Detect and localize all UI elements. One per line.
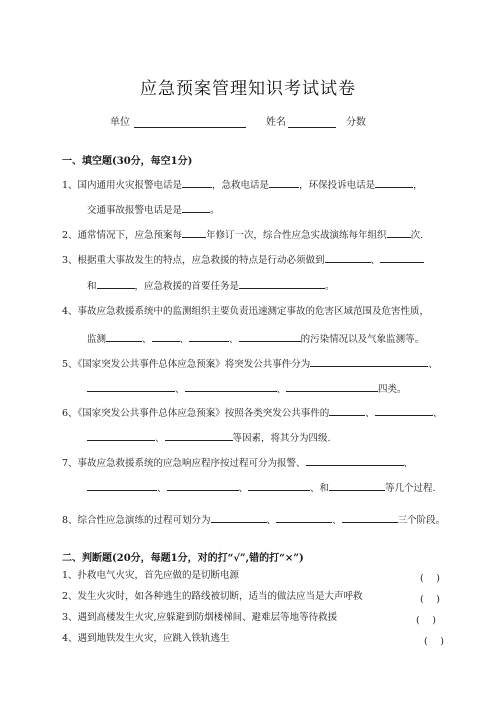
question-1-line-2 bbox=[87, 203, 220, 217]
q8-text-c: 、 bbox=[332, 515, 342, 526]
q3-blank-1[interactable] bbox=[325, 253, 371, 263]
question-3-line-1 bbox=[62, 253, 424, 267]
q1-text-a: 1、国内通用火灾报警电话是 bbox=[62, 180, 183, 191]
judge-answer-2[interactable]: ( ) bbox=[420, 594, 440, 605]
q7-blank-3[interactable] bbox=[167, 481, 239, 491]
name-label: 姓名 bbox=[266, 117, 286, 128]
score-label: 分数 bbox=[346, 117, 366, 128]
question-4-line-1 bbox=[62, 306, 429, 318]
q5-text-d: 、 bbox=[276, 384, 287, 395]
q1-text-f: 。 bbox=[210, 205, 220, 216]
q4-text-d: 、 bbox=[179, 334, 190, 345]
q3-text-d: ，应急救援的首要任务是 bbox=[134, 281, 240, 292]
question-3-line-2 bbox=[87, 279, 335, 293]
judge-answer-4[interactable]: ( ) bbox=[424, 636, 444, 647]
q5-blank-1[interactable] bbox=[310, 357, 428, 367]
q4-text-f: 的污染情况以及气象监测等。 bbox=[300, 334, 425, 345]
q2-blank-1[interactable] bbox=[182, 228, 206, 238]
q4-text-e: 、 bbox=[229, 334, 239, 345]
question-5-line-2 bbox=[87, 382, 407, 396]
q3-text-c: 和 bbox=[87, 281, 97, 292]
q6-text-a: 6、《国家突发公共事件总体应急预案》按照各类突发公共事件的 bbox=[62, 408, 330, 419]
q4-text-c: 、 bbox=[142, 334, 152, 345]
judge-item-3: 3、遇到高楼发生火灾,应躲避到防烟楼梯间、避难层等地等待救援 bbox=[62, 612, 338, 623]
header-row bbox=[110, 113, 366, 128]
q7-text-c: 、 bbox=[157, 483, 167, 494]
section1-heading: 一、填空题(30分，每空1分) bbox=[62, 156, 193, 167]
q1-blank-3[interactable] bbox=[375, 178, 413, 188]
q8-text-b: 、 bbox=[266, 515, 277, 526]
q6-text-e: 等因素，将其分为四级. bbox=[232, 433, 331, 444]
document-title: 应急预案管理知识考试试卷 bbox=[140, 79, 356, 99]
q8-text-a: 8、综合性应急演练的过程可划分为 bbox=[62, 515, 211, 526]
q2-text-b: 年修订一次，综合性应急实战演练每年组织 bbox=[206, 230, 387, 241]
q6-text-b: 、 bbox=[365, 408, 375, 419]
q7-text-a: 7、事故应急救援系统的应急响应程序按过程可分为报警、 bbox=[62, 458, 306, 469]
q4-blank-3[interactable] bbox=[189, 332, 229, 342]
q8-blank-2[interactable] bbox=[276, 513, 332, 523]
q1-text-b: ，急救电话是 bbox=[212, 180, 270, 191]
q8-text-d: 三个阶段。 bbox=[397, 515, 446, 526]
name-blank[interactable] bbox=[288, 117, 336, 128]
q5-text-e: 四类。 bbox=[378, 384, 407, 395]
question-1-line-1 bbox=[62, 178, 423, 192]
q3-text-b: 、 bbox=[370, 255, 381, 266]
question-6-line-2 bbox=[87, 431, 331, 445]
q3-text-e: 。 bbox=[325, 281, 335, 292]
judge-item-1: 1、扑救电气火灾，首先应做的是切断电源 bbox=[62, 570, 240, 581]
q7-text-d: 、 bbox=[238, 483, 249, 494]
q7-text-b: 、 bbox=[403, 458, 414, 469]
judge-item-4: 4、遇到地铁发生火灾，应跳入铁轨逃生 bbox=[62, 633, 230, 644]
judge-item-2: 2、发生火灾时，如各种逃生的路线被切断，适当的做法应当是大声呼救 bbox=[62, 591, 363, 602]
q3-blank-3[interactable] bbox=[97, 279, 135, 289]
q7-blank-1[interactable] bbox=[306, 456, 404, 466]
q1-blank-2[interactable] bbox=[269, 178, 299, 188]
q7-text-e: 、和 bbox=[310, 483, 330, 494]
q2-blank-2[interactable] bbox=[387, 228, 411, 238]
q4-blank-4[interactable] bbox=[239, 332, 301, 342]
section2-heading: 二、判断题(20分，每题1分，对的打“√”,错的打“×”) bbox=[62, 553, 304, 564]
question-5-line-1 bbox=[62, 357, 438, 371]
q6-blank-3[interactable] bbox=[87, 431, 155, 441]
q1-text-c: ，环保投诉电话是 bbox=[299, 180, 376, 191]
q7-blank-5[interactable] bbox=[329, 481, 385, 491]
q4-blank-1[interactable] bbox=[106, 332, 142, 342]
q5-blank-3[interactable] bbox=[185, 382, 277, 392]
q7-blank-2[interactable] bbox=[87, 481, 157, 491]
q8-blank-1[interactable] bbox=[211, 513, 267, 523]
question-2 bbox=[62, 228, 423, 242]
q7-blank-4[interactable] bbox=[248, 481, 310, 491]
q6-blank-4[interactable] bbox=[165, 431, 233, 441]
q1-blank-4[interactable] bbox=[182, 203, 210, 213]
q2-text-c: 次. bbox=[410, 230, 424, 241]
q4-text-a: 4、事故应急救援系统中的监测组织主要负责迅速测定事故的危害区域范围及危害性质， bbox=[62, 306, 430, 317]
q1-blank-1[interactable] bbox=[182, 178, 212, 188]
question-4-line-2 bbox=[87, 332, 424, 346]
q5-blank-4[interactable] bbox=[286, 382, 378, 392]
q4-blank-2[interactable] bbox=[152, 332, 180, 342]
q6-text-d: 、 bbox=[155, 433, 165, 444]
q2-text-a: 2、通常情况下，应急预案每 bbox=[62, 230, 183, 241]
q6-text-c: 、 bbox=[432, 408, 443, 419]
unit-label: 单位 bbox=[110, 117, 130, 128]
question-7-line-2 bbox=[87, 481, 436, 495]
q3-text-a: 3、根据重大事故发生的特点，应急救援的特点是行动必须做到 bbox=[62, 255, 325, 266]
unit-blank[interactable] bbox=[134, 117, 246, 128]
q5-text-b: 、 bbox=[428, 359, 438, 370]
q6-blank-2[interactable] bbox=[375, 406, 433, 416]
q6-blank-1[interactable] bbox=[329, 406, 365, 416]
q1-text-e: 交通事故报警电话是是 bbox=[87, 205, 183, 216]
q8-blank-3[interactable] bbox=[342, 513, 398, 523]
q4-text-b: 监测 bbox=[87, 334, 107, 345]
judge-answer-3[interactable]: ( ) bbox=[416, 615, 436, 626]
q3-blank-2[interactable] bbox=[380, 253, 424, 263]
q5-text-a: 5、《国家突发公共事件总体应急预案》将突发公共事件分为 bbox=[62, 359, 311, 370]
q5-text-c: 、 bbox=[175, 384, 185, 395]
q3-blank-4[interactable] bbox=[239, 279, 325, 289]
q7-text-f: 等几个过程. bbox=[385, 483, 436, 494]
q5-blank-2[interactable] bbox=[87, 382, 175, 392]
judge-answer-1[interactable]: ( ) bbox=[420, 573, 440, 584]
question-7-line-1 bbox=[62, 456, 413, 470]
question-6-line-1 bbox=[62, 406, 442, 420]
question-8 bbox=[62, 513, 445, 527]
q1-text-d: ， bbox=[413, 180, 423, 191]
